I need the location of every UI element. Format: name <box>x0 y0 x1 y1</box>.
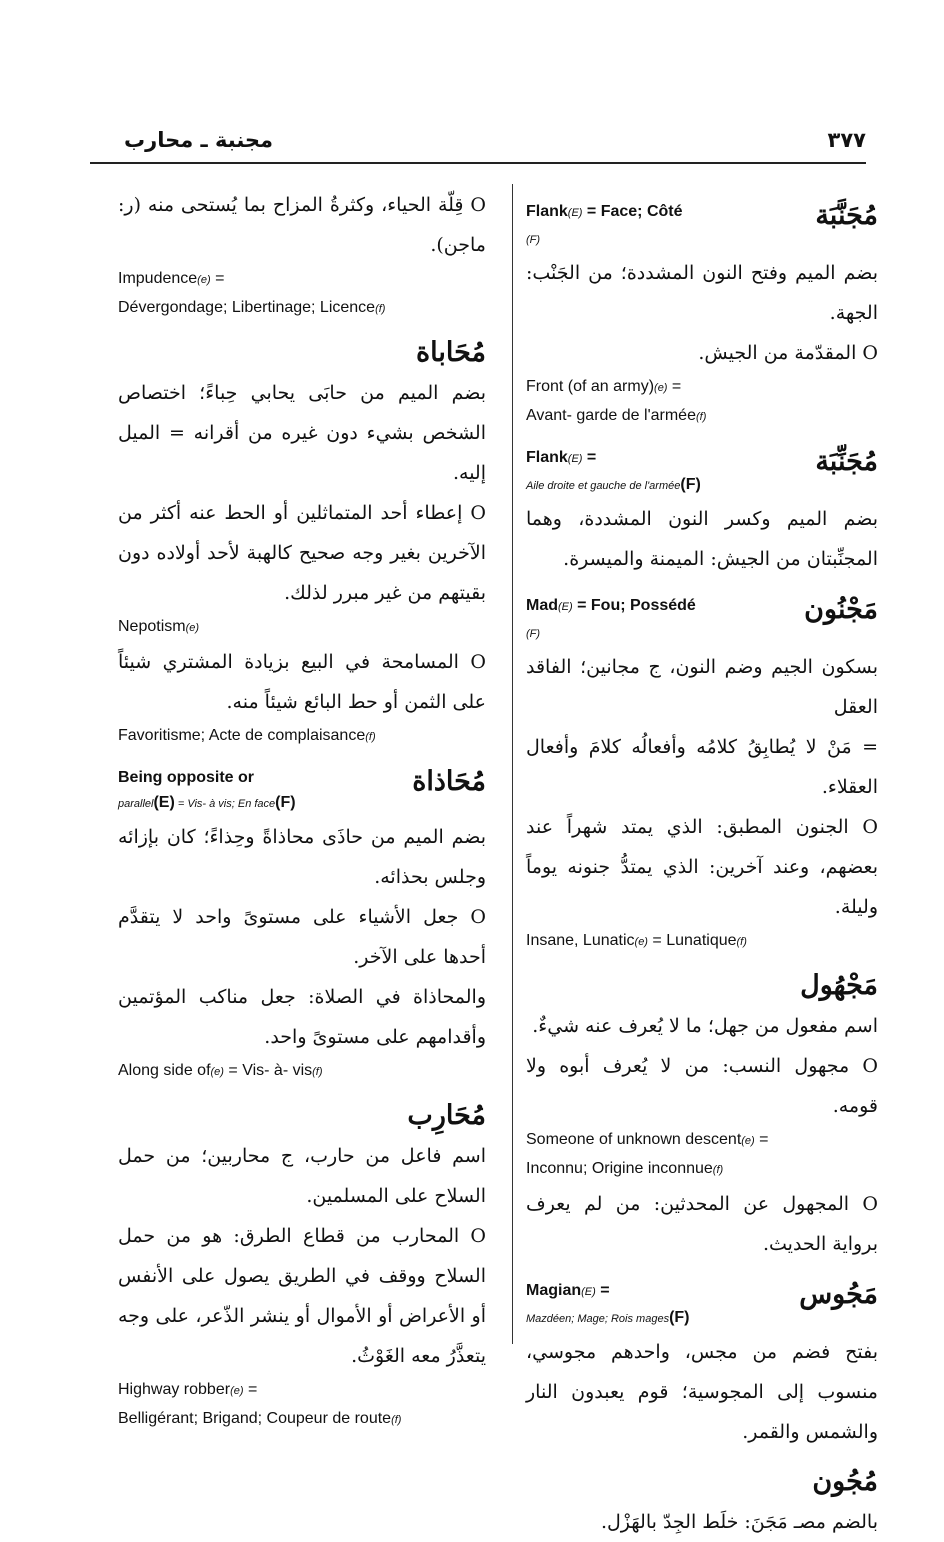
headword: مُحَاباة <box>415 337 486 368</box>
entry-equivalents <box>526 445 701 499</box>
arabic-definition: O الجنون المطبق: الذي يمتد شهراً عند بعضهم، وعند آخرين: الذي يمتدُّ جنونه يوماً وليلة. <box>526 816 878 918</box>
language-marker: (e) <box>634 936 648 948</box>
dictionary-entry <box>526 1278 878 1452</box>
language-marker: parallel <box>118 798 154 810</box>
equivalent-text: Belligérant; Brigand; Coupeur de route <box>118 1410 392 1427</box>
translation-line <box>118 1376 486 1405</box>
language-marker: Mazdéen; Mage; Rois mages <box>526 1313 670 1325</box>
language-marker: (e) <box>185 622 200 634</box>
entry-equivalents <box>526 199 683 253</box>
language-marker: (E) <box>558 601 573 613</box>
arabic-definition: بسكون الجيم وضم النون، ج مجانين؛ الفاقد العقل <box>526 656 878 718</box>
translation-line <box>526 402 878 431</box>
dictionary-entry <box>526 593 878 956</box>
equivalent-line <box>526 620 696 647</box>
dictionary-entry <box>118 333 486 751</box>
equivalent-line <box>526 445 701 472</box>
dictionary-entry <box>526 966 878 1264</box>
dictionary-entry <box>526 199 878 431</box>
entry-equivalents <box>526 593 696 647</box>
equivalent-line <box>526 1305 690 1332</box>
equivalent-text: = <box>595 1282 610 1299</box>
arabic-definition: بضم الميم من حاذَى محاذاةً وحِذاءً؛ كان بإزائه وجلس بحذائه. <box>118 826 486 888</box>
equivalent-text: = Vis- à- vis <box>223 1062 313 1079</box>
equivalent-text: Avant- garde de l'armée <box>526 407 696 424</box>
arabic-definition: O قِلّة الحياء، وكثرةُ المزاح بما يُستحى منه (ر: ماجن). <box>118 194 486 256</box>
language-marker: (e) <box>654 382 668 394</box>
equivalent-text: = <box>667 378 682 395</box>
language-marker: (f) <box>391 1414 402 1426</box>
arabic-definition: بضم الميم وفتح النون المشددة؛ من الجَنْب: الجهة. <box>526 262 878 324</box>
dictionary-entry <box>118 765 486 1086</box>
translation-line <box>118 613 486 642</box>
equivalent-text: Favoritisme; Acte de complaisance <box>118 727 366 744</box>
equivalent-text: = Fou; Possédé <box>572 597 696 614</box>
entry-equivalents <box>118 765 296 817</box>
language-marker: (E) <box>567 453 583 465</box>
entry-head <box>526 445 878 499</box>
entry-head <box>526 199 878 253</box>
equivalent-line <box>526 593 696 620</box>
translation-line <box>118 1057 486 1086</box>
language-marker: (f) <box>375 303 386 315</box>
entry-equivalents <box>526 1278 690 1332</box>
arabic-definition: O المحارب من قطاع الطرق: هو من حمل السلاح ووقف في الطريق يصول على الأنفس أو الأعراض أو الأموال أو ينشر الذّعر، على وجه يتعذَّرُ معه الغَوْثُ. <box>118 1225 486 1367</box>
headword: مُجَنِّبَة <box>815 446 878 477</box>
equivalent-text: Highway robber <box>118 1381 231 1398</box>
equivalent-text: (F) <box>669 1309 690 1326</box>
translation-line <box>526 1155 878 1184</box>
equivalent-line <box>526 226 683 253</box>
equivalent-text: Magian <box>526 1282 582 1299</box>
dictionary-entry <box>526 445 878 579</box>
arabic-definition: O المقدّمة من الجيش. <box>698 342 878 364</box>
translation-line <box>526 927 878 956</box>
column-divider <box>512 184 513 1344</box>
headword: مَجُوس <box>799 1279 878 1310</box>
equivalent-text: Flank <box>526 203 568 220</box>
arabic-definition: والمحاذاة في الصلاة: جعل مناكب المؤتمين وأقدامهم على مستوىً واحد. <box>118 986 486 1048</box>
language-marker: (f) <box>695 411 707 423</box>
arabic-definition: O المسامحة في البيع بزيادة المشتري شيئاً على الثمن أو حط البائع شيئاً منه. <box>118 651 486 713</box>
arabic-definition: اسم مفعول من جهل؛ ما لا يُعرف عنه شيءٌ. <box>532 1015 878 1037</box>
running-head: مجنبة ـ محارب <box>124 128 274 152</box>
equivalent-text: Along side of <box>118 1062 211 1079</box>
headword: مُحَارِب <box>407 1100 486 1131</box>
equivalent-text: Impudence <box>118 270 198 287</box>
dictionary-entry <box>118 185 486 323</box>
left-column <box>118 185 486 1434</box>
equivalent-text: Nepotism <box>118 618 186 635</box>
language-marker: (E) <box>581 1286 596 1298</box>
equivalent-line <box>526 1278 690 1305</box>
equivalent-text: Being opposite or <box>118 769 254 786</box>
translation-line <box>118 265 486 294</box>
page-header <box>90 128 866 164</box>
equivalent-text: (F) <box>275 794 296 811</box>
language-marker: (e) <box>197 274 211 286</box>
language-marker: (f) <box>736 936 747 948</box>
equivalent-text: Flank <box>526 449 568 466</box>
translation-line <box>118 1405 486 1434</box>
dictionary-entry <box>118 1096 486 1434</box>
equivalent-text: Insane, Lunatic <box>526 932 635 949</box>
equivalent-text: Someone of unknown descent <box>526 1131 742 1148</box>
equivalent-text: Mad <box>526 597 558 614</box>
equivalent-text: Front (of an army) <box>526 378 655 395</box>
equivalent-line <box>118 765 296 790</box>
equivalent-text: = <box>243 1381 258 1398</box>
arabic-definition: O مجهول النسب: من لا يُعرف أبوه ولا قومه. <box>526 1055 878 1117</box>
language-marker: (f) <box>312 1066 323 1078</box>
translation-line <box>526 1126 878 1155</box>
headword: مَجْهُول <box>800 970 878 1001</box>
language-marker: = Vis- à vis; En face <box>174 798 276 810</box>
entry-head <box>526 593 878 647</box>
dictionary-entry <box>526 1462 878 1542</box>
arabic-definition: بفتح فضم من مجس، واحدهم مجوسي، منسوب إلى المجوسية؛ قوم يعبدون النار والشمس والقمر. <box>526 1341 878 1443</box>
entry-head <box>526 1278 878 1332</box>
headword: مُجُون <box>812 1466 878 1497</box>
arabic-definition: O المجهول عن المحدثين: من لم يعرف برواية الحديث. <box>526 1193 878 1255</box>
equivalent-text: (E) <box>153 794 175 811</box>
language-marker: (F) <box>526 628 541 640</box>
equivalent-text: Dévergondage; Libertinage; Licence <box>118 299 376 316</box>
right-column <box>526 185 878 1542</box>
arabic-definition: بالضم مصـ مَجَنَ: خلَط الجِدّ بالهَزْل. <box>600 1511 878 1533</box>
equivalent-text: = <box>754 1131 769 1148</box>
translation-line <box>526 373 878 402</box>
headword: مُجَنَّبَة <box>815 200 878 231</box>
language-marker: (e) <box>230 1385 244 1397</box>
language-marker: (e) <box>210 1066 224 1078</box>
equivalent-line <box>526 472 701 499</box>
arabic-definition: = مَنْ لا يُطابِقُ كلامُه وأفعالُه كلامَ وأفعال العقلاء. <box>526 736 878 798</box>
language-marker: (F) <box>526 234 541 246</box>
language-marker: Aile droite et gauche de l'armée <box>526 480 681 492</box>
translation-line <box>118 722 486 751</box>
language-marker: (f) <box>712 1164 724 1176</box>
equivalent-text: = Face; Côté <box>582 203 683 220</box>
language-marker: (e) <box>741 1135 755 1147</box>
language-marker: (E) <box>567 207 583 219</box>
headword: مَجْنُون <box>804 594 878 625</box>
arabic-definition: اسم فاعل من حارب، ج محاربين؛ من حمل السلاح على المسلمين. <box>118 1145 486 1207</box>
arabic-definition: بضم الميم من حابَى يحابي حِباءً؛ اختصاص الشخص بشيء دون غيره من أقرانه = الميل إليه. <box>118 382 486 484</box>
equivalent-text: = Lunatique <box>647 932 737 949</box>
arabic-definition: بضم الميم وكسر النون المشددة، وهما المجنِّبتان من الجيش: الميمنة والميسرة. <box>526 508 878 570</box>
arabic-definition: O جعل الأشياء على مستوىً واحد لا يتقدَّم أحدها على الآخر. <box>118 906 486 968</box>
equivalent-text: = <box>582 449 597 466</box>
arabic-definition: O إعطاء أحد المتماثلين أو الحط عنه أكثر من الآخرين بغير وجه صحيح كالهبة لأحد أولاده دون بقيتهم من غير مبرر لذلك. <box>118 502 486 604</box>
language-marker: (f) <box>365 731 376 743</box>
equivalent-text: (F) <box>680 476 701 493</box>
equivalent-text: Inconnu; Origine inconnue <box>526 1160 713 1177</box>
equivalent-line <box>118 790 296 817</box>
entry-head <box>118 765 486 817</box>
equivalent-text: = <box>210 270 225 287</box>
equivalent-line <box>526 199 683 226</box>
headword: مُحَاذاة <box>412 766 486 797</box>
page-number: ٣٧٧ <box>827 128 866 152</box>
translation-line <box>118 294 486 323</box>
